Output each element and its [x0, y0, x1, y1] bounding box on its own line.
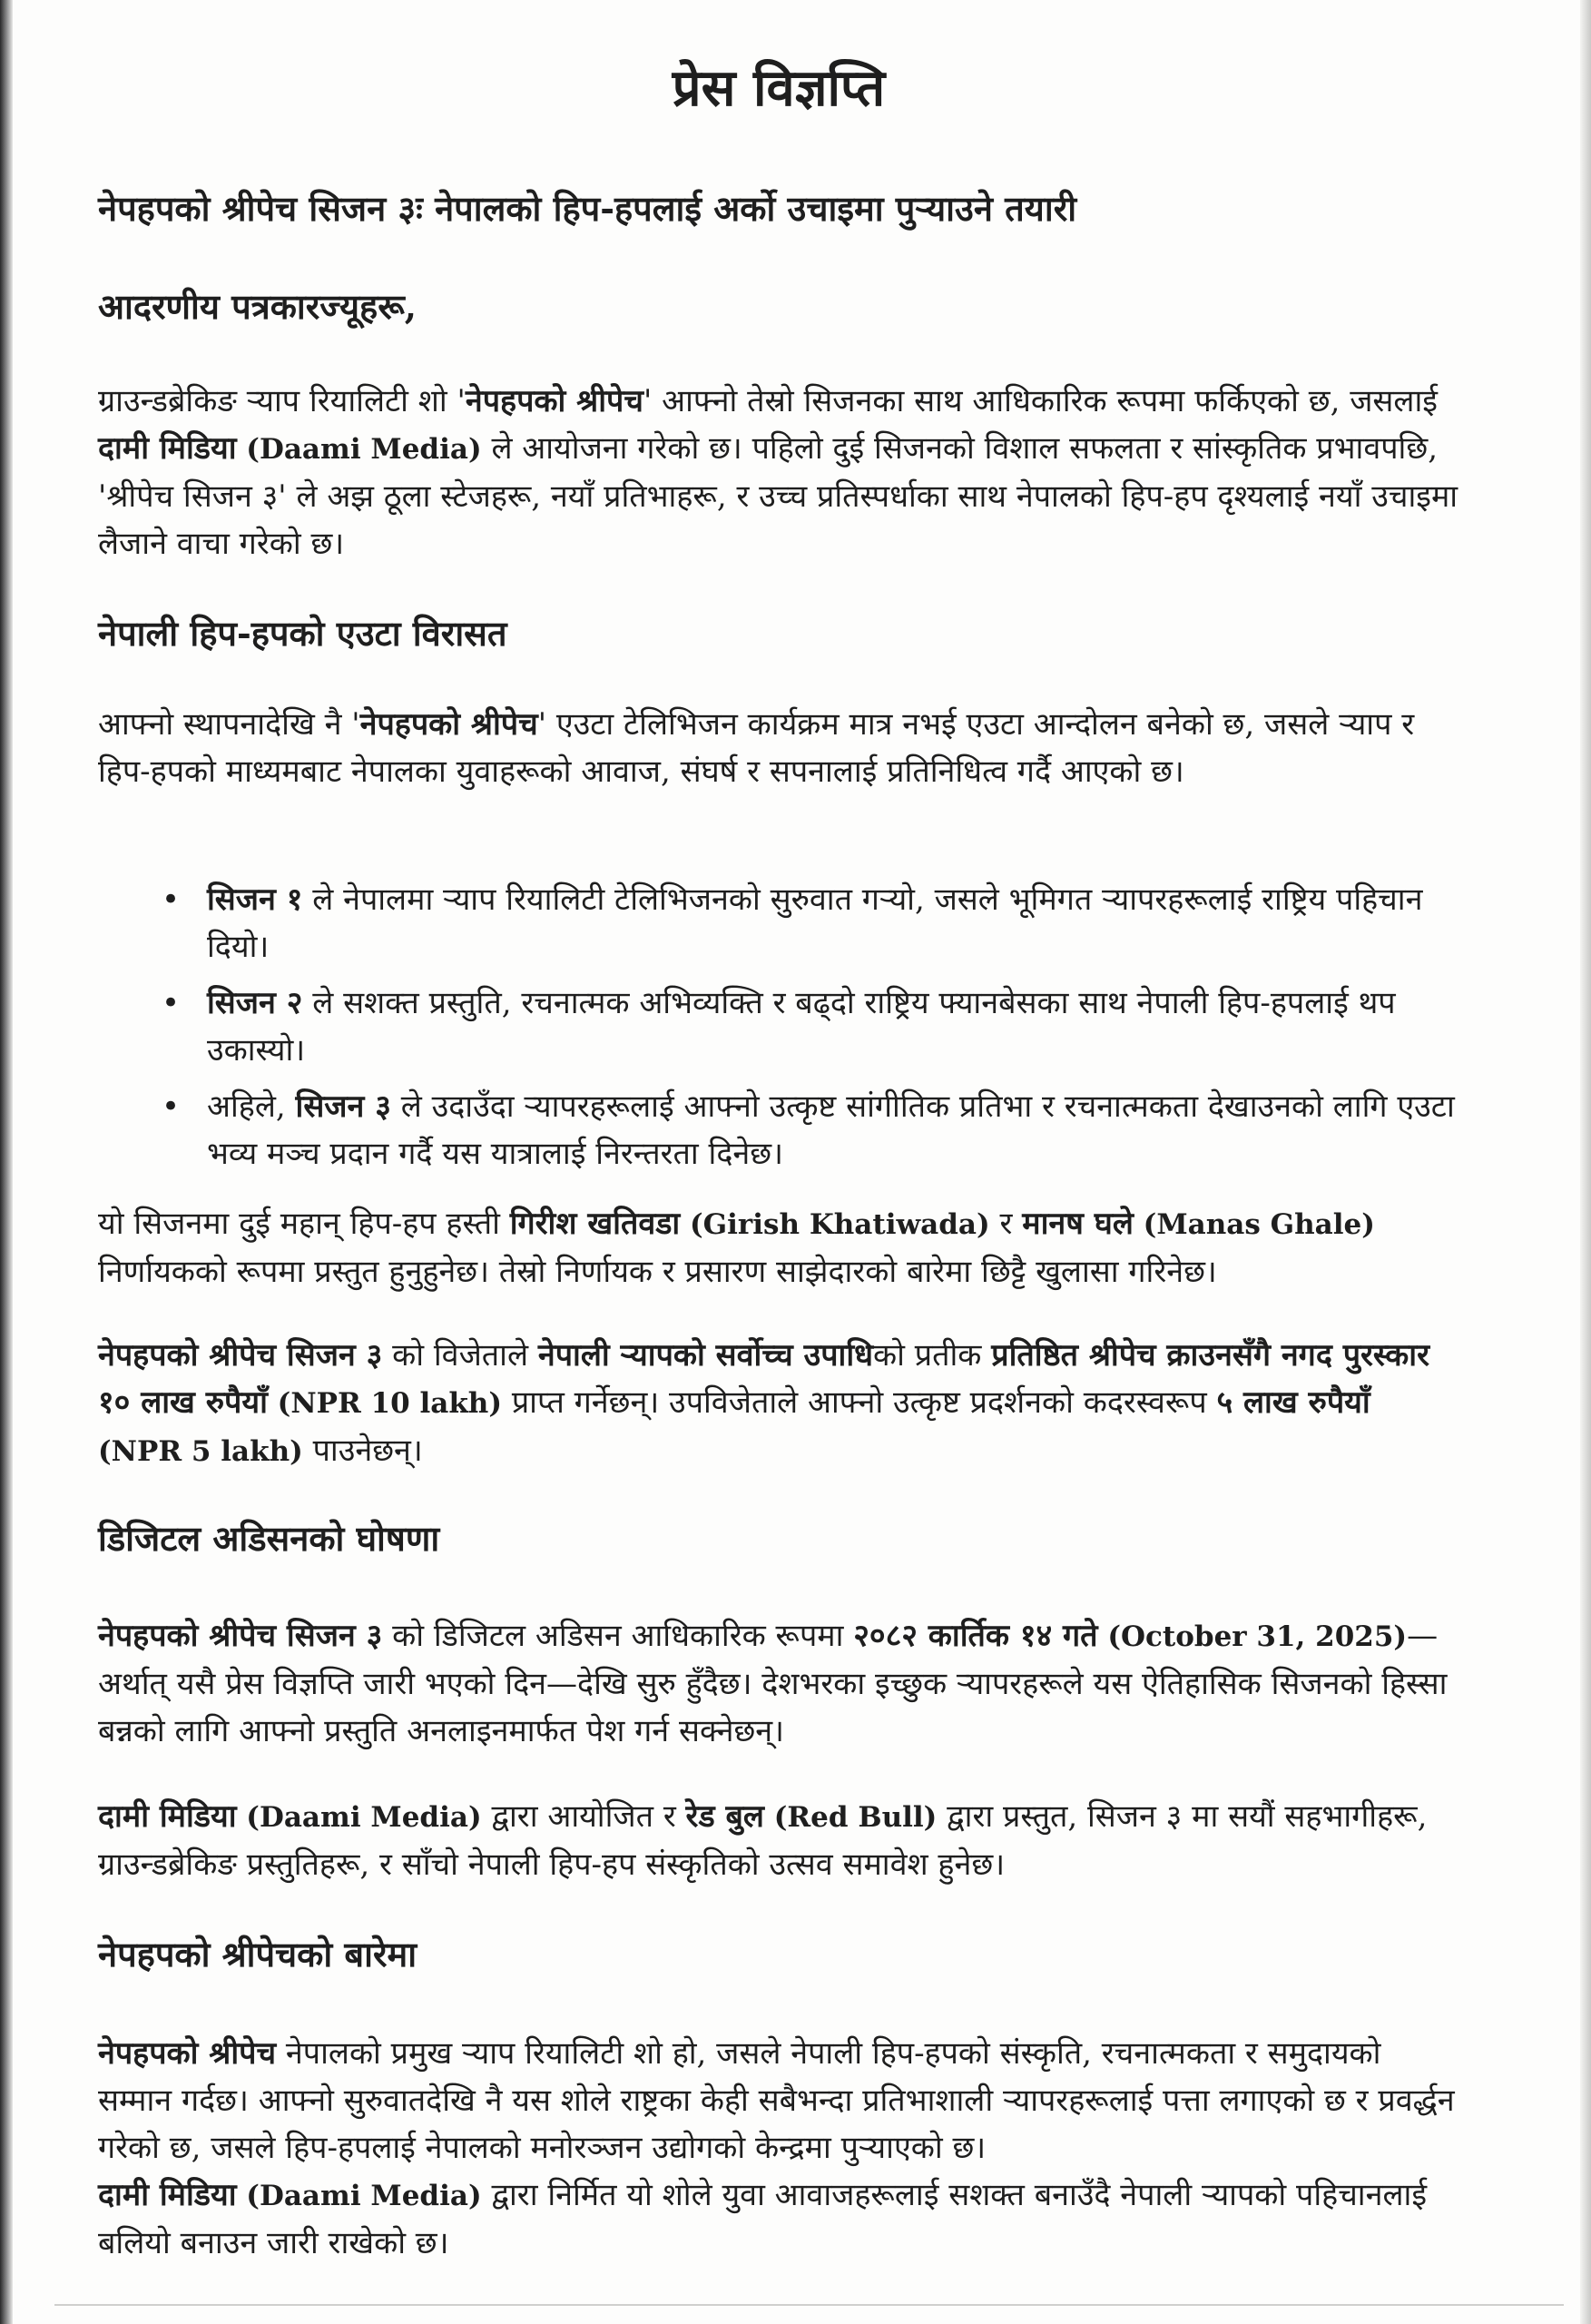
judges-text-1: यो सिजनमा दुई महान् हिप-हप हस्ती [98, 1206, 510, 1242]
season-item-text: ले उदाउँदा र्‍यापरहरूलाई आफ्नो उत्कृष्ट सांगीतिक प्रतिभा र रचनात्मकता देखाउनको लागि एउटा भव्य मञ्च प्रदान गर्दै यस यात्रालाई निरन्तरता दिनेछ। [207, 1088, 1455, 1172]
about-text-1: नेपालको प्रमुख र्‍याप रियालिटी शो हो, जसले नेपाली हिप-हपको संस्कृति, रचनात्मकता र समुदायको सम्मान गर्दछ। आफ्नो सुरुवातदेखि नै यस शोले राष्ट्रका केही सबैभन्दा प्रतिभाशाली र्‍यापरहरूलाई पत्ता लगाएको छ र प्रवर्द्धन गरेको छ, जसले हिप-हपलाई नेपालको मनोरञ्जन उद्योगको केन्द्रमा पुऱ्याएको छ। [98, 2035, 1455, 2166]
intro-paragraph [98, 378, 1459, 567]
digital-audition-paragraph [98, 1612, 1459, 1755]
prize-text-4: पाउनेछन्। [302, 1433, 423, 1469]
season-item-label: सिजन १ [207, 881, 303, 918]
prize-runnerup-latin: (NPR 5 lakh) [98, 1435, 303, 1468]
judge-2-name: मानष घले [1022, 1206, 1134, 1242]
prize-text-2: को प्रतीक [873, 1337, 992, 1374]
season-item-text: ले सशक्त प्रस्तुति, रचनात्मक अभिव्यक्ति र बढ्दो राष्ट्रिय फ्यानबेसका साथ नेपाली हिप-हपलाई थप उकास्यो। [207, 985, 1396, 1068]
intro-text-3: ले आयोजना गरेको छ। पहिलो दुई सिजनको विशाल सफलता र सांस्कृतिक प्रभावपछि, 'श्रीपेच सिजन ३' ले अझ ठूला स्टेजहरू, नयाँ प्रतिभाहरू, र उच्च प्रतिस्पर्धाका साथ नेपालको हिप-हप दृश्यलाई नयाँ उचाइमा लैजाने वाचा गरेको छ। [98, 430, 1458, 562]
season-item-label: सिजन २ [207, 985, 303, 1021]
intro-organizer: दामी मिडिया [98, 430, 237, 467]
digital-date: २०८२ कार्तिक १४ गते [853, 1618, 1098, 1654]
digital-text-2: —अर्थात् यसै प्रेस विज्ञप्ति जारी भएको दिन—देखि सुरु हुँदैछ। देशभरका इच्छुक र्‍यापरहरूले यस ऐतिहासिक सिजनको हिस्सा बन्नको लागि आफ्नो प्रस्तुति अनलाइनमार्फत पेश गर्न सक्नेछन्। [98, 1618, 1448, 1749]
digital-show-name: नेपहपको श्रीपेच सिजन ३ [98, 1618, 383, 1654]
sponsor-text-1: द्वारा आयोजित र [481, 1798, 686, 1835]
intro-show-name: नेपहपको श्रीपेच [465, 383, 643, 419]
digital-text-1: को डिजिटल अडिसन आधिकारिक रूपमा [382, 1618, 854, 1654]
prize-paragraph [98, 1332, 1459, 1475]
judges-text-3: निर्णायकको रूपमा प्रस्तुत हुनुहुनेछ। तेस्रो निर्णायक र प्रसारण साझेदारको बारेमा छिट्टै खुलासा गरिनेछ। [98, 1254, 1217, 1290]
season-list-item [98, 1083, 1459, 1177]
about-heading: नेपहपको श्रीपेचको बारेमा [98, 1934, 417, 1974]
sponsor-presenter: रेड बुल [685, 1798, 764, 1835]
season-item-label: सिजन ३ [295, 1088, 391, 1125]
prize-winner-latin: (NPR 10 lakh) [267, 1387, 503, 1420]
prize-title: नेपाली र्‍यापको सर्वोच्च उपाधि [537, 1337, 874, 1374]
about-producer-latin: (Daami Media) [236, 2180, 482, 2212]
legacy-paragraph [98, 701, 1459, 795]
salutation: आदरणीय पत्रकारज्यूहरू, [98, 286, 417, 327]
intro-text-1: ग्राउन्डब्रेकिङ र्‍याप रियालिटी शो ' [98, 383, 466, 419]
prize-runnerup-award: ५ लाख रुपैयाँ [1216, 1384, 1370, 1421]
judge-1-latin: (Girish Khatiwada) [680, 1208, 990, 1241]
season-list-item [98, 876, 1459, 970]
sponsor-presenter-latin: (Red Bull) [763, 1801, 938, 1834]
judges-paragraph [98, 1200, 1459, 1295]
legacy-text-1: आफ्नो स्थापनादेखि नै ' [98, 706, 360, 743]
digital-date-latin: (October 31, 2025) [1097, 1620, 1408, 1653]
season-item-prefix: अहिले, [207, 1088, 296, 1125]
sponsor-organizer: दामी मिडिया [98, 1798, 237, 1835]
season-item-text: ले नेपालमा र्‍याप रियालिटी टेलिभिजनको सुरुवात गर्‍यो, जसले भूमिगत र्‍यापरहरूलाई राष्ट्रिय पहिचान दियो। [207, 881, 1423, 965]
page-bottom-rule [54, 2304, 1564, 2306]
judge-2-latin: (Manas Ghale) [1133, 1208, 1375, 1241]
digital-audition-heading: डिजिटल अडिसनको घोषणा [98, 1518, 440, 1559]
about-producer: दामी मिडिया [98, 2177, 237, 2213]
prize-text-1: को विजेताले [382, 1337, 538, 1374]
page-left-edge-shadow [0, 0, 13, 2324]
about-show-name: नेपहपको श्रीपेच [98, 2035, 277, 2072]
judges-text-2: र [989, 1206, 1023, 1242]
legacy-text-2: ' एउटा टेलिभिजन कार्यक्रम मात्र नभई एउटा आन्दोलन बनेको छ, जसले र्‍याप र हिप-हपको माध्यमबाट नेपालका युवाहरूको आवाज, संघर्ष र सपनालाई प्रतिनिधित्व गर्दै आएको छ। [98, 706, 1415, 790]
headline: नेपहपको श्रीपेच सिजन ३ः नेपालको हिप-हपलाई अर्को उचाइमा पुऱ्याउने तयारी [98, 188, 1077, 229]
intro-organizer-latin: (Daami Media) [236, 433, 482, 466]
page-right-edge [1580, 0, 1591, 2324]
season-list-item [98, 980, 1459, 1074]
sponsor-organizer-latin: (Daami Media) [236, 1801, 482, 1834]
judge-1-name: गिरीश खतिवडा [509, 1206, 681, 1242]
prize-winner-award: प्रतिष्ठित श्रीपेच क्राउनसँगै नगद पुरस्कार १० लाख रुपैयाँ [98, 1337, 1429, 1421]
season-list [98, 876, 1459, 1187]
intro-text-2: ' आफ्नो तेस्रो सिजनका साथ आधिकारिक रूपमा फर्किएको छ, जसलाई [643, 383, 1438, 419]
prize-show-name: नेपहपको श्रीपेच सिजन ३ [98, 1337, 383, 1374]
sponsor-paragraph [98, 1793, 1459, 1888]
prize-text-3: प्राप्त गर्नेछन्। उपविजेताले आफ्नो उत्कृष्ट प्रदर्शनको कदरस्वरूप [502, 1384, 1217, 1421]
sponsor-text-2: द्वारा प्रस्तुत, सिजन ३ मा सयौं सहभागीहरू, ग्राउन्डब्रेकिङ प्रस्तुतिहरू, र साँचो नेपाली हिप-हप संस्कृतिको उत्सव समावेश हुनेछ। [98, 1798, 1428, 1883]
legacy-show-name: नेपहपको श्रीपेच [359, 706, 538, 743]
about-text-2: द्वारा निर्मित यो शोले युवा आवाजहरूलाई सशक्त बनाउँदै नेपाली र्‍यापको पहिचानलाई बलियो बनाउन जारी राखेको छ। [98, 2177, 1428, 2261]
about-paragraph [98, 2030, 1459, 2267]
legacy-heading: नेपाली हिप-हपको एउटा विरासत [98, 613, 507, 654]
document-title: प्रेस विज्ञप्ति [672, 58, 886, 118]
